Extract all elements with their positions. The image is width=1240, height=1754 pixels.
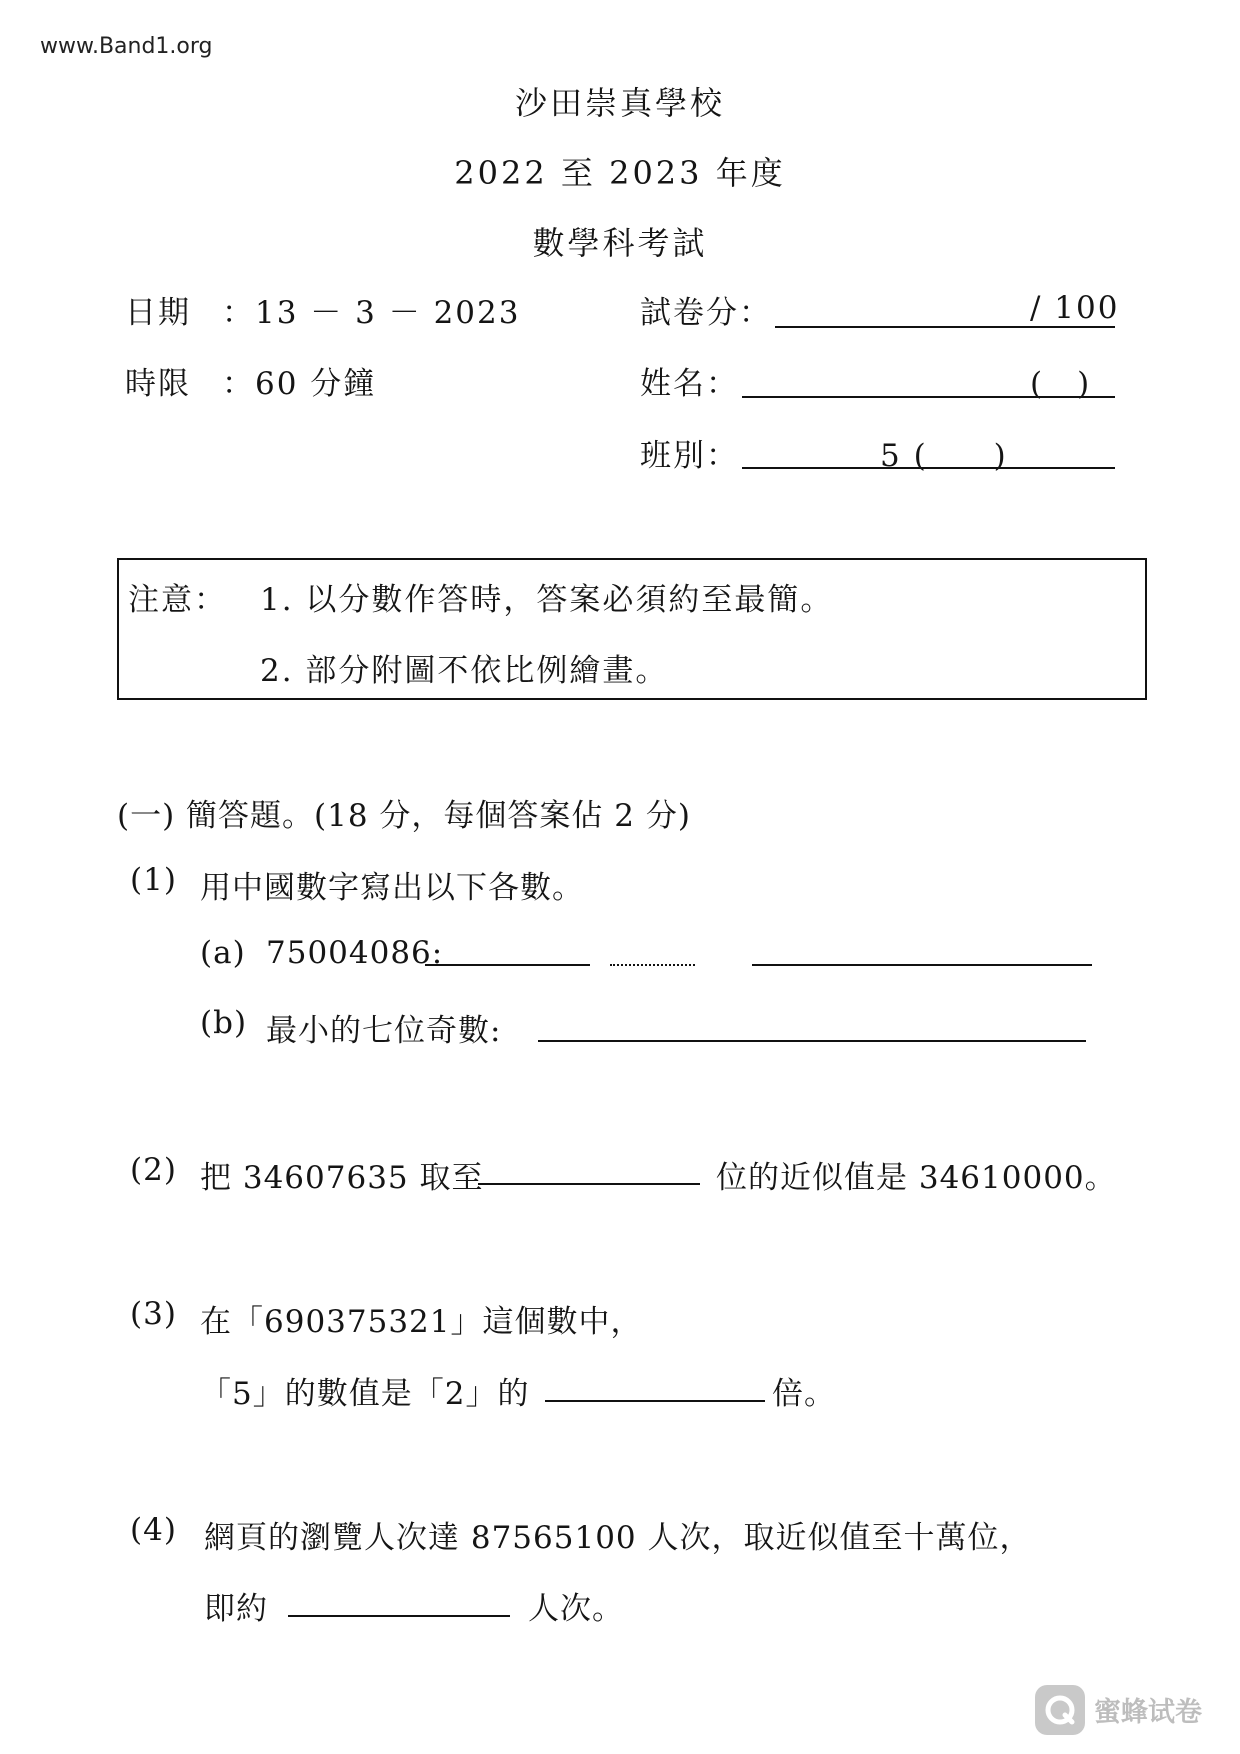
- notice-label: 注意：: [128, 582, 227, 618]
- section-title: (一) 簡答題。(18 分，每個答案佔 2 分): [117, 798, 691, 834]
- score-label: 試卷分：: [640, 295, 772, 331]
- q4-number: (4): [130, 1512, 177, 1548]
- name-paren: ( ): [1030, 366, 1092, 402]
- q3-number: (3): [130, 1296, 177, 1332]
- q1a-text: 75004086:: [266, 935, 444, 971]
- date-value: ：13 － 3 － 2023: [222, 295, 521, 331]
- q1b-label: (b): [200, 1005, 248, 1041]
- q2-number: (2): [130, 1152, 177, 1188]
- q4-answer-line[interactable]: [288, 1615, 510, 1617]
- site-url: www.Band1.org: [40, 34, 213, 59]
- q1a-answer-line[interactable]: [425, 964, 590, 966]
- q4-line2-after: 人次。: [528, 1591, 624, 1627]
- q1a-answer-line[interactable]: [610, 964, 695, 966]
- score-total: / 100: [1030, 290, 1120, 326]
- time-label: 時限: [125, 366, 191, 402]
- q1a-label: (a): [200, 935, 246, 971]
- class-value: 5 ( ): [880, 438, 1008, 474]
- notice-item: 2. 部分附圖不依比例繪畫。: [260, 653, 669, 689]
- q1-text: 用中國數字寫出以下各數。: [200, 870, 584, 906]
- score-line[interactable]: [775, 326, 1115, 328]
- q2-text-after: 位的近似值是 34610000。: [716, 1160, 1117, 1196]
- class-label: 班別：: [640, 438, 739, 474]
- name-label: 姓名：: [640, 366, 739, 402]
- q2-text-before: 把 34607635 取至: [200, 1160, 484, 1196]
- bee-icon: [1035, 1685, 1085, 1735]
- q3-line2-before: 「5」的數值是「2」的: [200, 1376, 530, 1412]
- q3-line1: 在「690375321」這個數中，: [200, 1304, 643, 1340]
- q2-answer-line[interactable]: [478, 1183, 700, 1185]
- school-name: 沙田崇真學校: [514, 84, 725, 122]
- q1-number: (1): [130, 862, 177, 898]
- q4-line1: 網頁的瀏覽人次達 87565100 人次，取近似值至十萬位，: [204, 1520, 1032, 1556]
- q1a-answer-line[interactable]: [752, 964, 1092, 966]
- q4-line2-before: 即約: [204, 1591, 268, 1627]
- exam-title: 數學科考試: [532, 224, 708, 262]
- q3-line2-after: 倍。: [772, 1376, 836, 1412]
- watermark-text: 蜜蜂试卷: [1094, 1697, 1202, 1728]
- date-label: 日期: [125, 295, 191, 331]
- notice-item: 1. 以分數作答時，答案必須約至最簡。: [260, 582, 834, 618]
- q3-answer-line[interactable]: [545, 1400, 765, 1402]
- q1b-answer-line[interactable]: [538, 1040, 1086, 1042]
- q1b-text: 最小的七位奇數:: [266, 1013, 502, 1049]
- time-value: ：60 分鐘: [222, 366, 377, 402]
- academic-year: 2022 至 2023 年度: [454, 154, 786, 192]
- watermark-logo: [1035, 1685, 1085, 1735]
